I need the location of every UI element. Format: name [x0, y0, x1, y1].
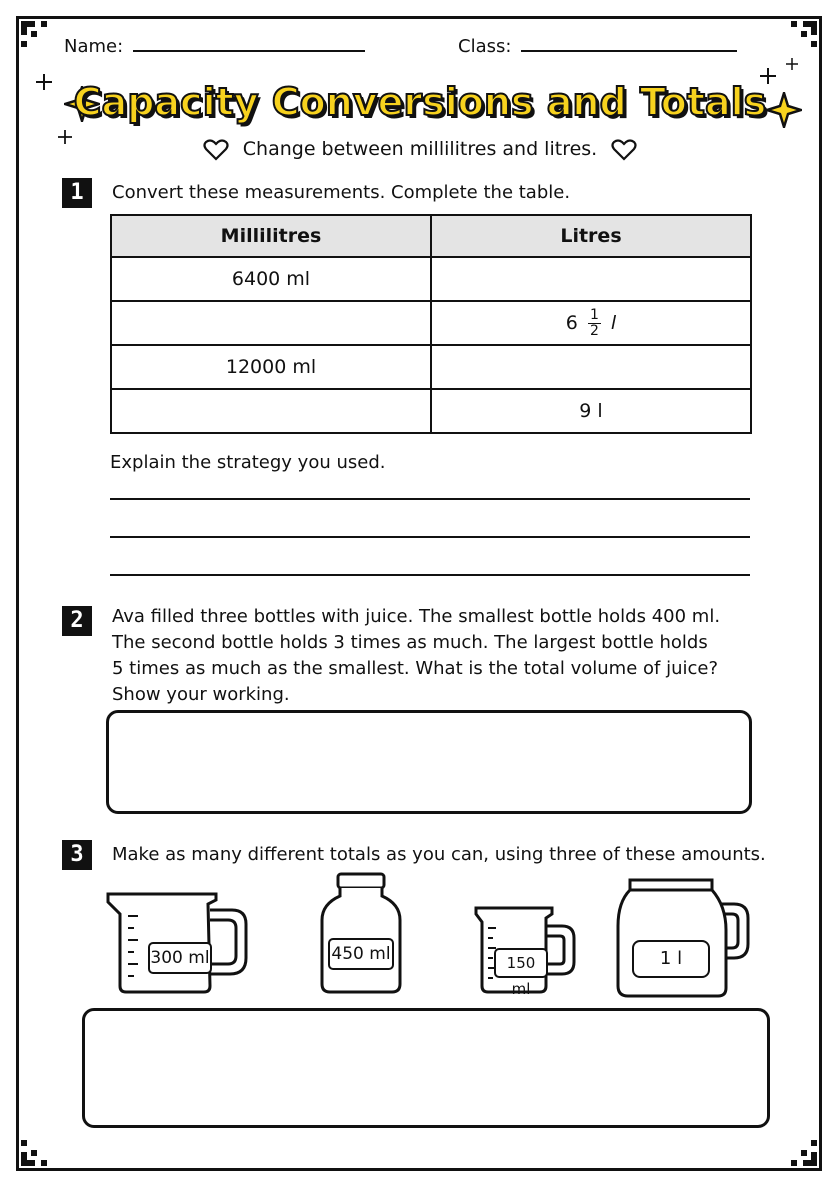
- question-number-badge: 3: [62, 840, 92, 870]
- ml-cell: 12000 ml: [111, 345, 431, 389]
- q2-line: The second bottle holds 3 times as much. The largest bottle holds: [112, 632, 708, 653]
- litres-whole: 6: [565, 311, 578, 334]
- heart-icon: [203, 139, 229, 161]
- class-label: Class:: [458, 36, 512, 57]
- large-jug: [614, 876, 752, 1000]
- answer-cell-millilitres[interactable]: [111, 301, 431, 345]
- question-number-badge: 1: [62, 178, 92, 208]
- subtitle-row: [0, 138, 840, 161]
- pixel-corner-ornament: [783, 21, 817, 55]
- writing-line[interactable]: [110, 574, 750, 576]
- working-answer-box[interactable]: [106, 710, 752, 814]
- question-number-badge: 2: [62, 606, 92, 636]
- table-row: [111, 389, 751, 433]
- q2-text: [112, 604, 720, 708]
- table-row: [111, 345, 751, 389]
- subtitle-text: Change between millilitres and litres.: [242, 138, 598, 160]
- q2-line: Show your working.: [112, 684, 290, 705]
- table-row: [111, 301, 751, 345]
- writing-line[interactable]: [110, 536, 750, 538]
- small-measuring-cup: [474, 904, 580, 996]
- bottle: [318, 872, 404, 996]
- measuring-jug: [104, 890, 254, 996]
- fraction-numerator: 1: [589, 306, 599, 323]
- explain-prompt: Explain the strategy you used.: [110, 452, 386, 473]
- column-header-litres: Litres: [431, 215, 751, 257]
- answer-cell-millilitres[interactable]: [111, 389, 431, 433]
- q3-instruction: Make as many different totals as you can, using three of these amounts.: [112, 844, 766, 865]
- fraction-denominator: 2: [589, 322, 599, 339]
- pixel-corner-ornament: [783, 1132, 817, 1166]
- litres-fraction: [588, 308, 601, 339]
- name-field[interactable]: [64, 34, 365, 57]
- litres-cell: [431, 301, 751, 345]
- q1-instruction: Convert these measurements. Complete the table.: [112, 182, 571, 203]
- conversion-table: [110, 214, 752, 434]
- pixel-corner-ornament: [21, 1132, 55, 1166]
- table-row: [111, 257, 751, 301]
- litres-cell: 9 l: [431, 389, 751, 433]
- q2-line: 5 times as much as the smallest. What is the total volume of juice?: [112, 658, 718, 679]
- amount-label: 1 l: [632, 940, 710, 978]
- amount-label: 150 ml: [494, 948, 548, 978]
- bottle-icon: [318, 872, 404, 996]
- totals-answer-box[interactable]: [82, 1008, 770, 1128]
- ml-cell: 6400 ml: [111, 257, 431, 301]
- table-header-row: [111, 215, 751, 257]
- answer-cell-litres[interactable]: [431, 257, 751, 301]
- q2-line: Ava filled three bottles with juice. The smallest bottle holds 400 ml.: [112, 606, 721, 627]
- name-label: Name:: [64, 36, 124, 57]
- class-write-line[interactable]: [521, 34, 737, 52]
- page-title: Capacity Conversions and Totals: [73, 80, 767, 124]
- heart-icon: [611, 139, 637, 161]
- sparkle-icon: [786, 58, 798, 70]
- amount-label: 450 ml: [328, 938, 394, 970]
- jug-icon: [614, 876, 752, 1000]
- name-write-line[interactable]: [133, 34, 365, 52]
- litres-unit: l: [610, 311, 617, 334]
- answer-cell-litres[interactable]: [431, 345, 751, 389]
- writing-line[interactable]: [110, 498, 750, 500]
- amount-label: 300 ml: [148, 942, 212, 974]
- class-field[interactable]: [458, 34, 737, 57]
- pixel-corner-ornament: [21, 21, 55, 55]
- column-header-millilitres: Millilitres: [111, 215, 431, 257]
